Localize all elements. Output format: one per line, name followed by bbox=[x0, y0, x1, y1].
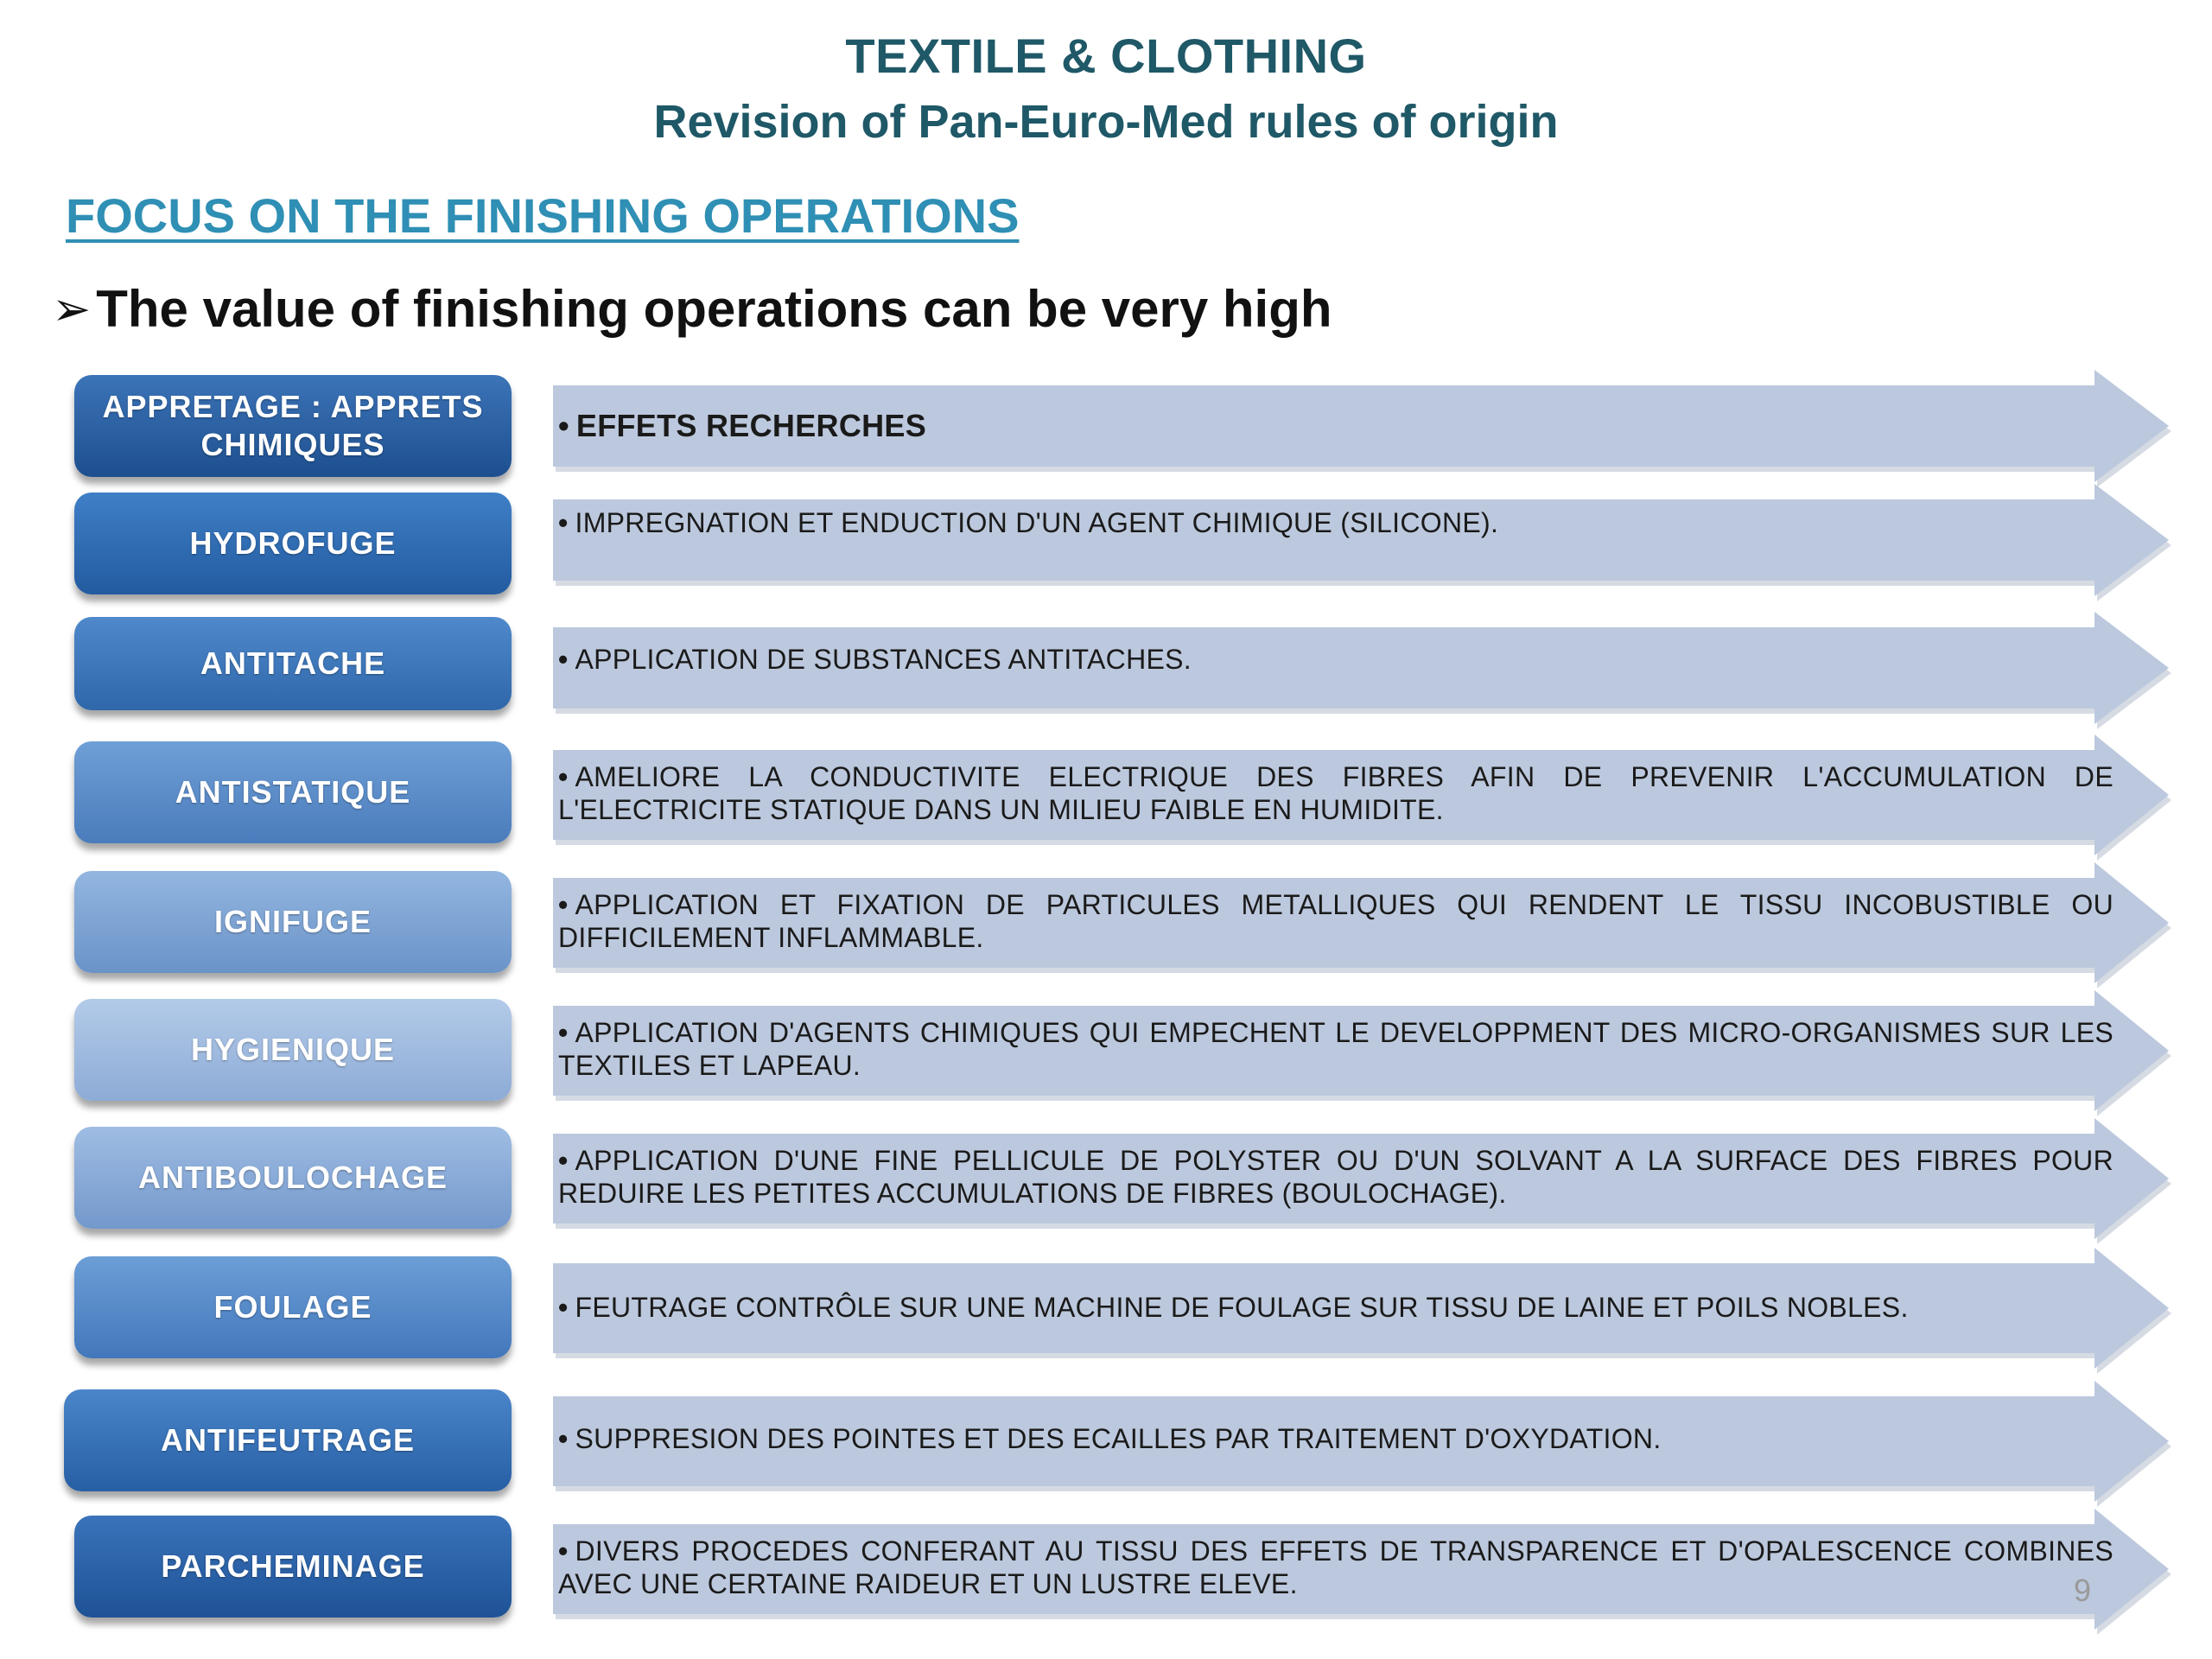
operation-description: • APPLICATION D'AGENTS CHIMIQUES QUI EMPECHENT LE DEVELOPPMENT DES MICRO-ORGANISMES SUR LES TEXTILES ET LAPEAU. bbox=[558, 1017, 2113, 1081]
operation-description: • DIVERS PROCEDES CONFERANT AU TISSU DES EFFETS DE TRANSPARENCE ET D'OPALESCENCE COMBINES AVEC UNE CERTAINE RAIDEUR ET UN LUSTRE ELEVE. bbox=[558, 1535, 2113, 1599]
description-text: APPLICATION D'AGENTS CHIMIQUES QUI EMPECHENT LE DEVELOPPMENT DES MICRO-ORGANISMES SUR LES TEXTILES ET LAPEAU. bbox=[558, 1017, 2113, 1081]
title-line-2: Revision of Pan-Euro-Med rules of origin bbox=[653, 96, 1559, 148]
description-text: AMELIORE LA CONDUCTIVITE ELECTRIQUE DES FIBRES AFIN DE PREVENIR L'ACCUMULATION DE L'ELECTRICITE STATIQUE DANS UN MILIEU FAIBLE EN HUMIDITE. bbox=[558, 761, 2113, 825]
list-item bbox=[0, 1118, 2212, 1239]
operation-description: • APPLICATION DE SUBSTANCES ANTITACHES. bbox=[558, 644, 1192, 675]
operation-label-button bbox=[74, 493, 512, 594]
operation-description: • AMELIORE LA CONDUCTIVITE ELECTRIQUE DES FIBRES AFIN DE PREVENIR L'ACCUMULATION DE L'ELECTRICITE STATIQUE DANS UN MILIEU FAIBLE EN HUMIDITE. bbox=[558, 761, 2113, 825]
operation-label: ANTIFEUTRAGE bbox=[161, 1422, 415, 1458]
page-number: 9 bbox=[2074, 1573, 2092, 1608]
list-item bbox=[0, 370, 2212, 482]
operation-label: HYGIENIQUE bbox=[190, 1032, 396, 1067]
operation-label-button bbox=[74, 1256, 512, 1358]
description-arrow bbox=[553, 370, 2169, 482]
description-arrow bbox=[553, 862, 2169, 983]
description-text: APPLICATION D'UNE FINE PELLICULE DE POLYSTER OU D'UN SOLVANT A LA SURFACE DES FIBRES POUR REDUIRE LES PETITES ACCUMULATIONS DE FIBRES (BOULOCHAGE). bbox=[558, 1145, 2113, 1209]
operation-description: • EFFETS RECHERCHES bbox=[558, 408, 927, 443]
operation-description: • APPLICATION ET FIXATION DE PARTICULES METALLIQUES QUI RENDENT LE TISSU INCOBUSTIBLE OU DIFFICILEMENT INFLAMMABLE. bbox=[558, 889, 2113, 953]
description-arrow bbox=[553, 734, 2169, 855]
operation-label: APPRETAGE : APPRETS CHIMIQUES bbox=[102, 389, 484, 462]
operation-label-button bbox=[74, 871, 512, 973]
description-text: FEUTRAGE CONTRÔLE SUR UNE MACHINE DE FOULAGE SUR TISSU DE LAINE ET POILS NOBLES. bbox=[575, 1292, 1909, 1323]
operation-label-button bbox=[74, 741, 512, 843]
arrow-bullet-icon: ➢ bbox=[52, 283, 92, 335]
operation-description: • IMPREGNATION ET ENDUCTION D'UN AGENT CHIMIQUE (SILICONE). bbox=[558, 507, 1499, 538]
description-text: SUPPRESION DES POINTES ET DES ECAILLES PAR TRAITEMENT D'OXYDATION. bbox=[575, 1423, 1662, 1454]
title-line-1: TEXTILE & CLOTHING bbox=[845, 29, 1367, 83]
operation-label: HYDROFUGE bbox=[189, 525, 397, 561]
operation-label: IGNIFUGE bbox=[213, 904, 372, 939]
list-item bbox=[0, 1381, 2212, 1502]
bullet-text: The value of finishing operations can be very high bbox=[96, 280, 1332, 338]
description-arrow bbox=[553, 1248, 2169, 1369]
description-arrow bbox=[553, 484, 2169, 596]
description-arrow bbox=[553, 612, 2169, 724]
operation-description: • FEUTRAGE CONTRÔLE SUR UNE MACHINE DE FOULAGE SUR TISSU DE LAINE ET POILS NOBLES. bbox=[558, 1292, 1909, 1323]
operation-label: ANTIBOULOCHAGE bbox=[138, 1160, 448, 1195]
operation-description: • APPLICATION D'UNE FINE PELLICULE DE POLYSTER OU D'UN SOLVANT A LA SURFACE DES FIBRES POUR REDUIRE LES PETITES ACCUMULATIONS DE FIBRES (BOULOCHAGE). bbox=[558, 1145, 2113, 1209]
list-item bbox=[0, 612, 2212, 724]
operation-label: FOULAGE bbox=[213, 1289, 372, 1325]
section-heading: FOCUS ON THE FINISHING OPERATIONS bbox=[66, 188, 1020, 243]
description-arrow bbox=[553, 990, 2169, 1111]
list-item bbox=[0, 862, 2212, 983]
description-text: IMPREGNATION ET ENDUCTION D'UN AGENT CHIMIQUE (SILICONE). bbox=[575, 507, 1499, 538]
list-item bbox=[0, 990, 2212, 1111]
description-arrow bbox=[553, 1381, 2169, 1502]
operation-label-button bbox=[74, 617, 512, 710]
description-arrow bbox=[553, 1509, 2169, 1630]
operation-label: ANTITACHE bbox=[200, 645, 386, 681]
description-text: DIVERS PROCEDES CONFERANT AU TISSU DES EFFETS DE TRANSPARENCE ET D'OPALESCENCE COMBINES AVEC UNE CERTAINE RAIDEUR ET UN LUSTRE ELEVE. bbox=[558, 1535, 2113, 1599]
description-text: APPLICATION DE SUBSTANCES ANTITACHES. bbox=[575, 644, 1192, 675]
operation-label-button bbox=[74, 375, 512, 477]
description-text: APPLICATION ET FIXATION DE PARTICULES METALLIQUES QUI RENDENT LE TISSU INCOBUSTIBLE OU DIFFICILEMENT INFLAMMABLE. bbox=[558, 889, 2113, 953]
operation-label-button bbox=[74, 1516, 512, 1618]
operation-label-button bbox=[74, 1127, 512, 1229]
list-item bbox=[0, 1248, 2212, 1369]
list-item bbox=[0, 734, 2212, 855]
operation-label-button bbox=[64, 1389, 512, 1491]
operation-label: ANTISTATIQUE bbox=[175, 774, 411, 810]
description-text: EFFETS RECHERCHES bbox=[575, 408, 927, 443]
operation-label: PARCHEMINAGE bbox=[161, 1548, 425, 1584]
list-item bbox=[0, 484, 2212, 596]
operation-label-button bbox=[74, 999, 512, 1101]
operation-description: • SUPPRESION DES POINTES ET DES ECAILLES PAR TRAITEMENT D'OXYDATION. bbox=[558, 1423, 1662, 1454]
description-arrow bbox=[553, 1118, 2169, 1239]
list-item bbox=[0, 1509, 2212, 1630]
